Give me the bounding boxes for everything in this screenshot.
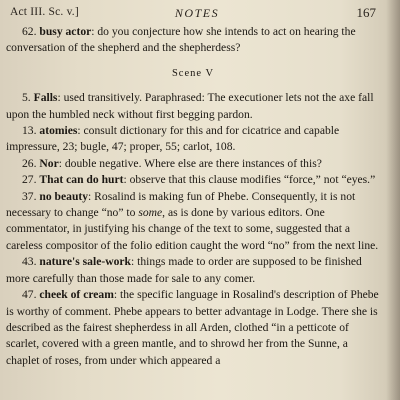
note-term: nature's sale-work bbox=[39, 255, 131, 269]
note-text: : things made to order are supposed to be finished more carefully than those made for sale to any comer. bbox=[6, 255, 362, 285]
note-term: no beauty bbox=[39, 189, 89, 203]
note-62 bbox=[6, 24, 380, 57]
note-37 bbox=[6, 189, 380, 255]
note-number: 13. bbox=[22, 124, 37, 138]
note-text: : do you conjecture how she intends to act on hearing the conversation of the shepherd and the shepherdess? bbox=[6, 25, 356, 55]
note-term: cheek of cream bbox=[39, 288, 114, 302]
note-text: : double negative. Where else are there instances of this? bbox=[58, 156, 322, 170]
page-header bbox=[10, 4, 384, 24]
note-number: 37. bbox=[22, 189, 37, 203]
page-title: NOTES bbox=[174, 6, 220, 20]
page-gutter-shadow bbox=[386, 0, 400, 400]
note-text: : used transitively. Paraphrased: The executioner lets not the axe fall upon the humbled neck without first begging pardon. bbox=[6, 91, 374, 121]
note-text: : the specific language in Rosalind's description of Phebe is worthy of comment. Phebe appears to better advantage in Lodge. There she is described as the fairest shepherdess in all Arden, clothed “in a petticote of scarlet, covered with a green mantle, and to shrowd her from the Sunne, a chaplet of roses, from under which appeared a bbox=[6, 288, 379, 367]
note-13 bbox=[6, 123, 380, 156]
note-27 bbox=[6, 172, 380, 188]
note-5 bbox=[6, 90, 380, 123]
note-term: atomies bbox=[39, 124, 78, 138]
note-26 bbox=[6, 156, 380, 172]
note-term: busy actor bbox=[39, 25, 92, 38]
note-number: 26. bbox=[22, 156, 37, 170]
note-number: 47. bbox=[22, 288, 37, 302]
note-italic-word: some bbox=[138, 206, 163, 220]
note-term: Nor bbox=[39, 156, 59, 170]
note-43 bbox=[6, 254, 380, 287]
note-text-continued: , as is done by various editors. One commentator, in justifying his change of the text to some, suggested that a careless compositor of the folio edition caught the word “no” from the next line. bbox=[6, 206, 379, 252]
scene-heading: Scene V bbox=[171, 67, 215, 79]
note-number: 27. bbox=[22, 173, 37, 187]
notes-body bbox=[6, 24, 380, 369]
page-number: 167 bbox=[356, 5, 376, 20]
note-text: : observe that this clause modifies “force,” not “eyes.” bbox=[123, 173, 376, 187]
running-head: Act III. Sc. v.] bbox=[10, 6, 79, 18]
note-number: 43. bbox=[22, 255, 37, 269]
note-47 bbox=[6, 287, 380, 369]
note-text: : consult dictionary for this and for cicatrice and capable impressure, 23; bugle, 47; proper, 55; carlot, 108. bbox=[6, 124, 340, 154]
note-number: 5. bbox=[22, 91, 31, 105]
note-term: Falls bbox=[33, 91, 58, 105]
note-text: : Rosalind is making fun of Phebe. Consequently, it is not necessary to change “no” to bbox=[6, 189, 356, 220]
note-number: 62. bbox=[22, 25, 37, 38]
note-term: That can do hurt bbox=[39, 173, 124, 187]
